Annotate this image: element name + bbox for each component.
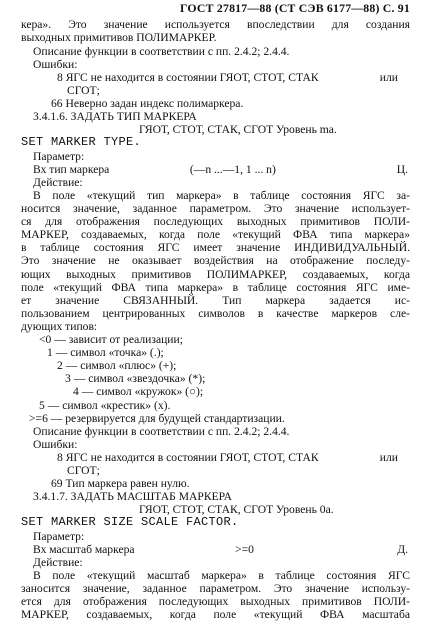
list-item: 5 — символ «крестик» (x). [39,398,171,412]
parameter-type: Д. [397,542,408,556]
list-item: 2 — символ «плюс» (+); [57,359,177,373]
text-line: Это значение не оказывает воздействия на отображение последу- [21,254,410,268]
text-line: 69 Тип маркера равен нулю. [51,477,190,491]
list-item: <0 — зависит от реализации; [39,333,183,347]
text-line: Параметр: [33,529,85,543]
list-item: 3 — символ «звездочка» (*); [65,372,206,386]
text-line: ется для отображения последующих выходных примитивов ПОЛИ- [21,595,410,609]
error-item [21,451,410,464]
text-line: В поле «текущий тип маркера» в таблице состояния ЯГС за- [33,189,410,202]
section-states: ГЯОТ, СТОТ, СТАК, СГОТ Уровень ma. [139,123,337,137]
text-line: Ошибки: [33,437,78,451]
text-line: Описание функции в соответствии с пп. 2.4.2; 2.4.4. [33,424,290,438]
parameter-row [21,543,410,556]
function-name: SET MARKER TYPE. [21,136,142,150]
function-name: SET MARKER SIZE SCALE FACTOR. [21,516,239,530]
page-header: ГОСТ 27817—88 (СТ СЭВ 6177—88) С. 91 [180,1,410,15]
error-item [21,71,410,84]
text-line: дующих типов: [21,319,98,333]
list-item: >=6 — резервируется для будущей стандартизации. [29,411,285,425]
text-line: МАРКЕР, создаваемых, когда поле «текущий ФВА типа маркера» [21,228,410,242]
error-text: 8 ЯГС не находится в состоянии ГЯОТ, СТОТ, СТАК [57,70,319,84]
parameter-name: Вх тип маркера [33,162,110,176]
section-states: ГЯОТ, СТОТ, СТАК, СГОТ Уровень 0a. [139,503,334,517]
text-line: пользованием центрированных символов в качестве маркеров сле- [21,306,410,320]
parameter-row [21,163,410,176]
text-line: ся для отображения последующих выходных примитивов ПОЛИ- [21,215,410,229]
text-line: кера». Это значение используется впоследствии для создания [21,18,410,32]
error-text-tail: или [379,450,398,464]
text-line: 66 Неверно задан индекс полимаркера. [51,96,244,110]
parameter-range: (—n ...—1, 1 ... n) [189,162,276,176]
section-heading: 3.4.1.6. ЗАДАТЬ ТИП МАРКЕРА [33,109,197,123]
text-line: СГОТ; [67,463,100,477]
text-line: Действие: [33,556,83,570]
text-line: В поле «текущий масштаб маркера» в таблице состояния ЯГС [33,569,410,583]
text-line: Действие: [33,175,83,189]
error-text-tail: или [379,70,398,84]
text-line: ет значение СВЯЗАННЫЙ. Тип маркера задается ис- [21,293,410,307]
text-line: СГОТ; [67,83,100,97]
list-item: 1 — символ «точка» (.); [47,346,164,360]
text-line: поле «текущий ФВА типа маркера» в таблице состояния ЯГС име- [21,280,410,294]
text-line: Ошибки: [33,57,78,71]
text-line: выходных примитивов ПОЛИМАРКЕР. [21,31,217,45]
parameter-type: Ц. [396,162,408,176]
text-line: в таблице состояния ЯГС имеет значение ИНДИВИДУАЛЬНЫЙ. [21,241,410,255]
parameter-name: Вх масштаб маркера [33,542,135,556]
error-text: 8 ЯГС не находится в состоянии ГЯОТ, СТОТ, СТАК [57,450,319,464]
text-line: Описание функции в соответствии с пп. 2.4.2; 2.4.4. [33,44,290,58]
list-item: 4 — символ «кружок» (○); [73,385,204,399]
text-line: Параметр: [33,149,85,163]
text-line: МАРКЕР, создаваемых, когда поле «текущий ФВА масштаба [21,608,410,622]
section-heading: 3.4.1.7. ЗАДАТЬ МАСШТАБ МАРКЕРА [33,490,233,504]
parameter-range: >=0 [235,542,254,556]
text-line: заносится значение, заданное параметром. Это значение использу- [21,582,410,596]
text-line: ющих выходных примитивов ПОЛИМАРКЕР, создаваемых, когда [21,267,410,281]
text-line: носится значение, заданное параметром. Это значение использует- [21,202,410,216]
